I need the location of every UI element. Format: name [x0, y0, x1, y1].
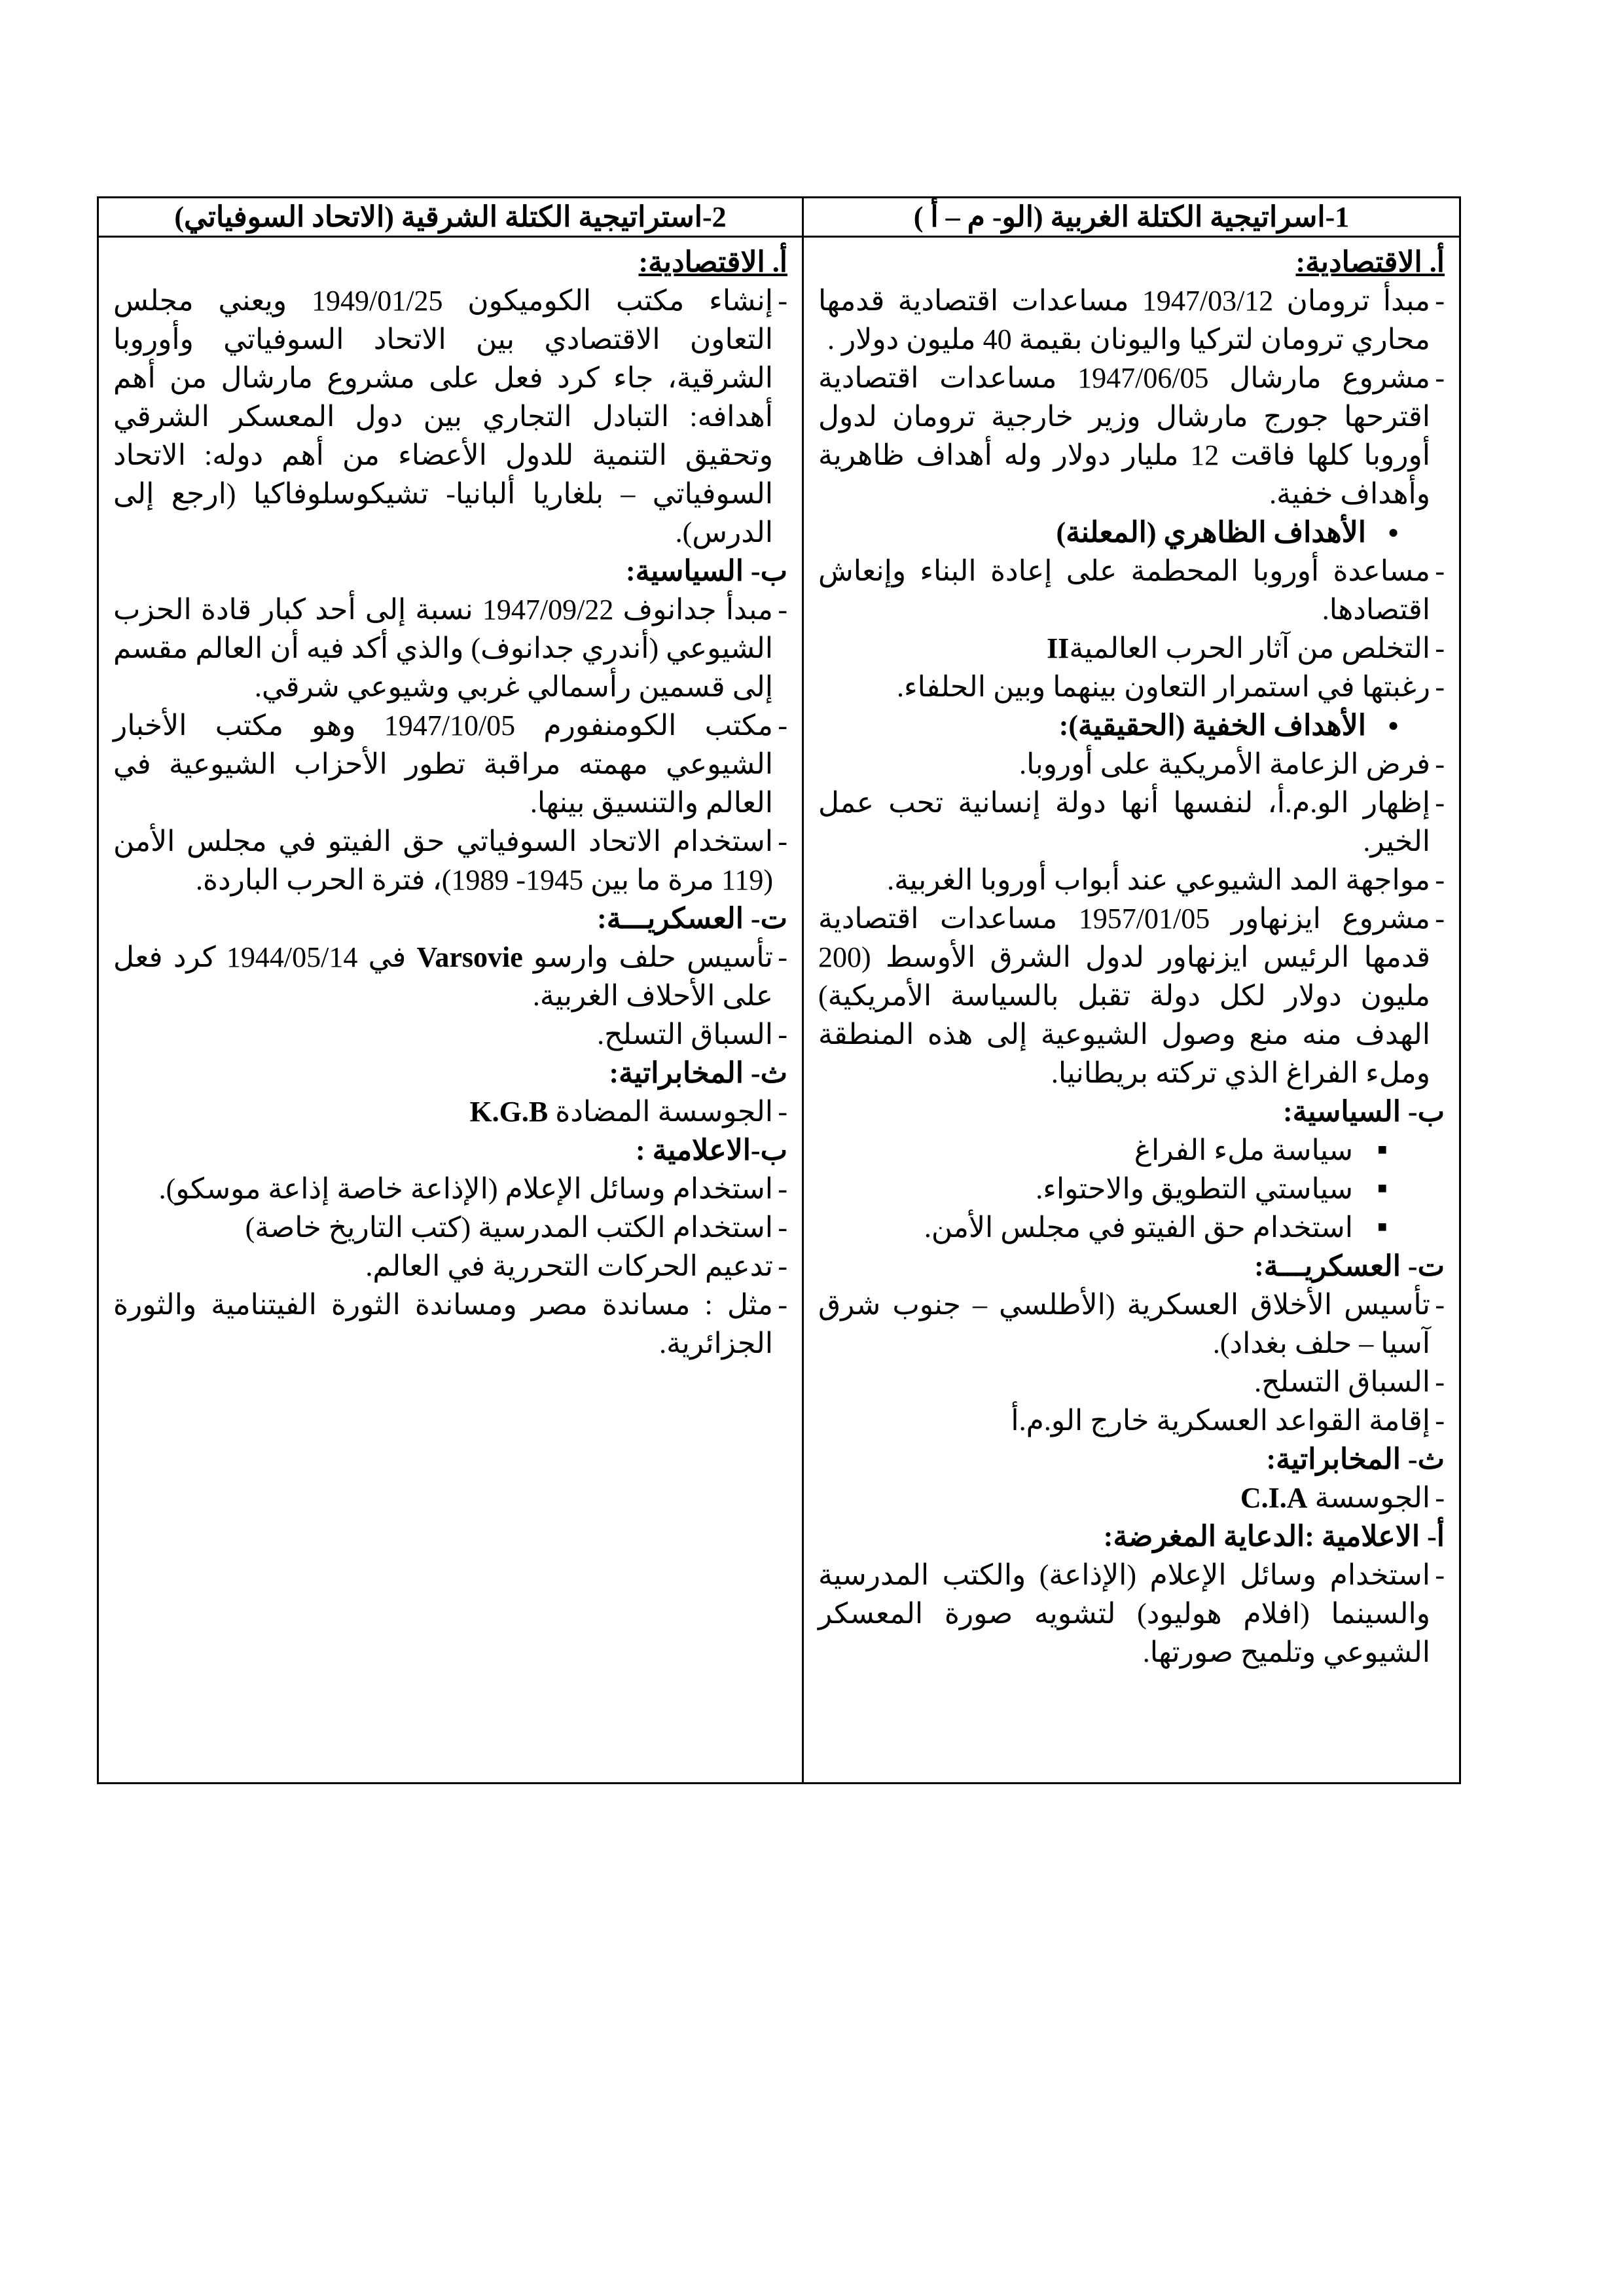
east-intelligence-1: [113, 1092, 787, 1131]
west-intelligence-1: [818, 1479, 1445, 1517]
west-intelligence-cia: C.I.A: [1240, 1482, 1308, 1514]
west-column: [802, 238, 1459, 1782]
east-intelligence-1-text: الجوسسة المضادة: [555, 1096, 773, 1128]
west-economic-title: أ. الاقتصادية:: [1295, 246, 1445, 278]
west-marshall-plan: - مشروع مارشال 1947/06/05 مساعدات اقتصادية اقترحها جورج مارشال وزير خارجية ترومان لدول أوروبا كلها فاقت 12 مليار دولار وله أهداف ظاهرية وأهداف خفية.: [818, 359, 1445, 513]
west-apparent-goal-2: [818, 629, 1445, 668]
west-political-3: ■ استخدام حق الفيتو في مجلس الأمن.: [818, 1208, 1445, 1247]
east-media-3: - تدعيم الحركات التحررية في العالم.: [113, 1247, 787, 1285]
west-political-title: ب- السياسية:: [1282, 1096, 1445, 1128]
west-apparent-goal-2-number: II: [1047, 632, 1070, 664]
east-military-title: ت- العسكريـــة:: [597, 903, 787, 935]
west-political-2: ■ سياستي التطويق والاحتواء.: [818, 1170, 1445, 1208]
west-military-title: ت- العسكريـــة:: [1254, 1250, 1445, 1282]
west-apparent-goal-1: - مساعدة أوروبا المحطمة على إعادة البناء وإنعاش اقتصادها.: [818, 552, 1445, 629]
west-hidden-goal-1: - فرض الزعامة الأمريكية على أوروبا.: [818, 745, 1445, 783]
west-apparent-goal-2-text: التخلص من آثار الحرب العالمية: [1069, 632, 1430, 664]
west-military-1: - تأسيس الأخلاق العسكرية (الأطلسي – جنوب شرق آسيا – حلف بغداد).: [818, 1285, 1445, 1363]
west-political-1: ■ سياسة ملء الفراغ: [818, 1131, 1445, 1170]
east-economic-title: أ. الاقتصادية:: [638, 246, 787, 278]
east-political-title: ب- السياسية:: [625, 555, 787, 587]
west-truman-doctrine: - مبدأ ترومان 1947/03/12 مساعدات اقتصادية قدمها محاري ترومان لتركيا واليونان بقيمة 40 مليون دولار .: [818, 281, 1445, 359]
west-intelligence-1-text: الجوسسة: [1314, 1482, 1430, 1514]
west-media-1: - استخدام وسائل الإعلام (الإذاعة) والكتب المدرسية والسينما (افلام هوليود) لتشويه صورة المعسكر الشيوعي وتلميح صورتها.: [818, 1556, 1445, 1672]
east-zhdanov-doctrine: - مبدأ جدانوف 1947/09/22 نسبة إلى أحد كبار قادة الحزب الشيوعي (أندري جدانوف) والذي أكد فيه أن العالم مقسم إلى قسمين رأسمالي غربي وشيوعي شرقي.: [113, 590, 787, 706]
east-media-title: ب-الاعلامية :: [636, 1134, 787, 1166]
west-intelligence-title: ث- المخابراتية:: [1266, 1443, 1445, 1475]
header-west-strategy: 1-اسراتيجية الكتلة الغربية (الو- م – أ ): [802, 198, 1459, 238]
strategies-table: [97, 196, 1461, 1784]
east-intelligence-kgb: K.G.B: [469, 1096, 549, 1128]
west-hidden-goal-3: - مواجهة المد الشيوعي عند أبواب أوروبا الغربية.: [818, 861, 1445, 899]
west-military-3: - إقامة القواعد العسكرية خارج الو.م.أ: [818, 1401, 1445, 1440]
east-media-2: - استخدام الكتب المدرسية (كتب التاريخ خاصة): [113, 1208, 787, 1247]
east-veto: - استخدام الاتحاد السوفياتي حق الفيتو في مجلس الأمن (119 مرة ما بين 1945- 1989)، فترة الحرب الباردة.: [113, 822, 787, 899]
east-warsaw-varsovie: Varsovie: [416, 941, 523, 973]
west-apparent-goal-3: - رغبتها في استمرار التعاون بينهما وبين الحلفاء.: [818, 668, 1445, 706]
east-arms-race: - السباق التسلح.: [113, 1015, 787, 1054]
east-warsaw-pact: [113, 938, 787, 1015]
west-media-title: أ- الاعلامية :الدعاية المغرضة:: [1103, 1520, 1445, 1552]
east-warsaw-text-a: تأسيس حلف وارسو: [533, 941, 774, 973]
east-warsaw-text-b: في 1944/05/14 كرد فعل على الأحلاف الغربية.: [113, 941, 773, 1012]
east-media-1: - استخدام وسائل الإعلام (الإذاعة خاصة إذاعة موسكو).: [113, 1170, 787, 1208]
west-military-2: - السباق التسلح.: [818, 1363, 1445, 1401]
west-hidden-goal-2: - إظهار الو.م.أ، لنفسها أنها دولة إنسانية تحب عمل الخير.: [818, 783, 1445, 861]
east-cominform: - مكتب الكومنفورم 1947/10/05 وهو مكتب الأخبار الشيوعي مهمته مراقبة تطور الأحزاب الشيوعية في العالم والتنسيق بينها.: [113, 706, 787, 822]
east-comecon: - إنشاء مكتب الكوميكون 1949/01/25 ويعني مجلس التعاون الاقتصادي بين الاتحاد السوفياتي وأوروبا الشرقية، جاء كرد فعل على مشروع مارشال من أهم أهدافه: التبادل التجاري بين دول المعسكر الشرقي وتحقيق التنمية للدول الأعضاء من أهم دوله: الاتحاد السوفياتي – بلغاريا ألبانيا- تشيكوسلوفاكيا (ارجع إلى الدرس).: [113, 281, 787, 552]
east-media-4: - مثل : مساندة مصر ومساندة الثورة الفيتنامية والثورة الجزائرية.: [113, 1285, 787, 1363]
east-column: [99, 238, 802, 1782]
west-eisenhower-plan: - مشروع ايزنهاور 1957/01/05 مساعدات اقتصادية قدمها الرئيس ايزنهاور لدول الشرق الأوسط (200 مليون دولار لكل دولة تقبل بالسياسة الأمريكية) الهدف منه منع وصول الشيوعية إلى هذه المنطقة وملء الفراغ الذي تركته بريطانيا.: [818, 899, 1445, 1092]
west-hidden-goals-title: ● الأهداف الخفية (الحقيقية):: [818, 706, 1445, 745]
header-east-strategy: 2-استراتيجية الكتلة الشرقية (الاتحاد السوفياتي): [99, 198, 802, 238]
west-apparent-goals-title: ● الأهداف الظاهري (المعلنة): [818, 513, 1445, 552]
east-intelligence-title: ث- المخابراتية:: [609, 1057, 787, 1089]
